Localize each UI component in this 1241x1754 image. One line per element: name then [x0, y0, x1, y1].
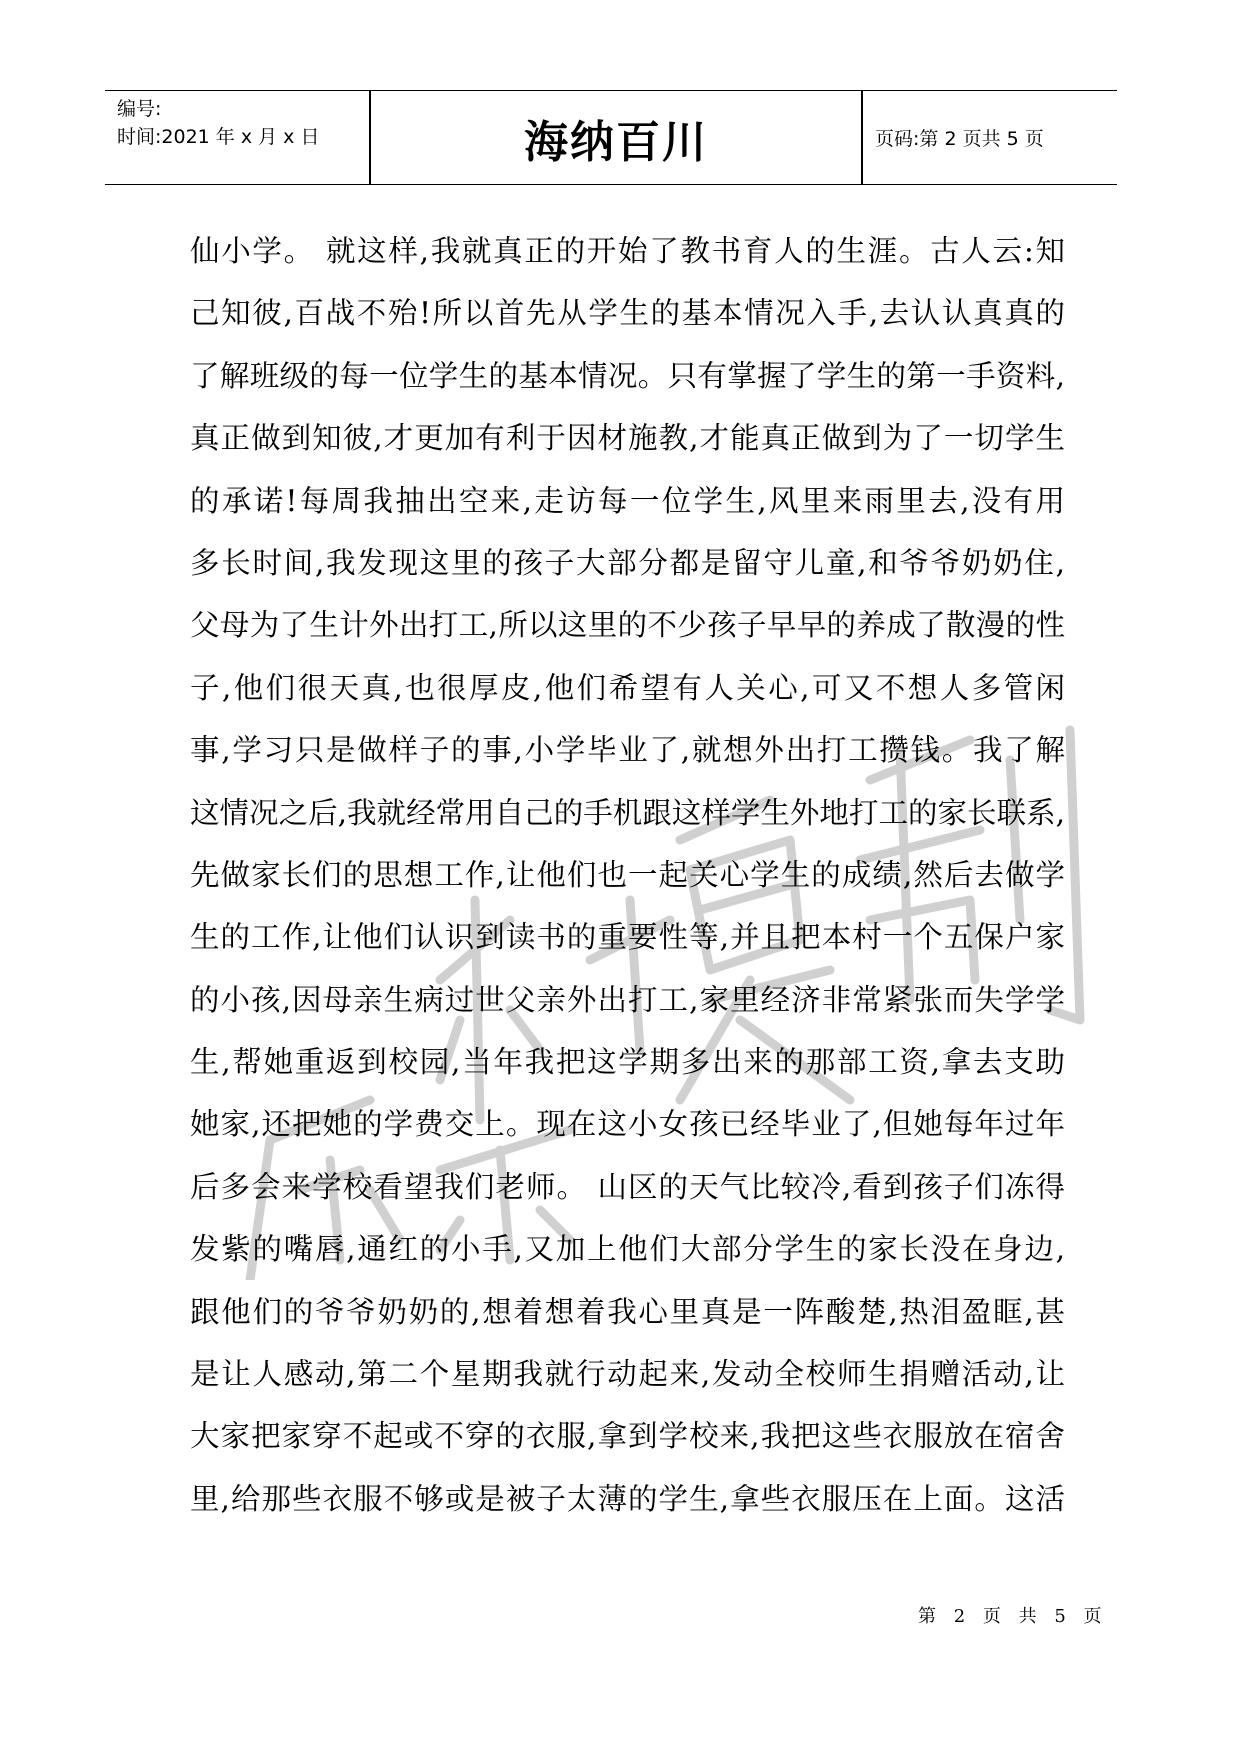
- body-line: 的小孩,因母亲生病过世父亲外出打工,家里经济非常紧张而失学学: [190, 982, 1065, 1017]
- body-line: 的承诺!每周我抽出空来,走访每一位学生,风里来雨里去,没有用: [190, 483, 1065, 518]
- body-line: 是让人感动,第二个星期我就行动起来,发动全校师生捐赠活动,让: [190, 1357, 1065, 1392]
- header-divider-right: [861, 91, 863, 184]
- page-header: [105, 90, 1117, 185]
- body-line: 生的工作,让他们认识到读书的重要性等,并且把本村一个五保户家: [190, 920, 1065, 955]
- body-line: 了解班级的每一位学生的基本情况。只有掌握了学生的第一手资料,: [190, 358, 1065, 393]
- body-line: 己知彼,百战不殆!所以首先从学生的基本情况入手,去认认真真的: [190, 296, 1065, 331]
- body-line: 里,给那些衣服不够或是被子太薄的学生,拿些衣服压在上面。这活: [190, 1481, 1065, 1516]
- body-line: 事,学习只是做样子的事,小学毕业了,就想外出打工攒钱。我了解: [190, 733, 1065, 768]
- body-line: 她家,还把她的学费交上。现在这小女孩已经毕业了,但她每年过年: [190, 1107, 1065, 1142]
- document-number-label: 编号:: [117, 98, 162, 120]
- body-text: [190, 220, 1065, 1530]
- body-line: 子,他们很天真,也很厚皮,他们希望有人关心,可又不想人多管闲: [190, 670, 1065, 705]
- header-meta: [117, 95, 319, 151]
- body-line: 大家把家穿不起或不穿的衣服,拿到学校来,我把这些衣服放在宿舍: [190, 1419, 1065, 1454]
- body-line: 仙小学。 就这样,我就真正的开始了教书育人的生涯。古人云:知: [190, 234, 1065, 268]
- header-page-code: 页码:第 2 页共 5 页: [875, 128, 1044, 150]
- header-title: 海纳百川: [524, 116, 708, 168]
- page-footer: 第 2 页 共 5 页: [918, 1606, 1108, 1627]
- body-line: 父母为了生计外出打工,所以这里的不少孩子早早的养成了散漫的性: [190, 608, 1065, 643]
- body-line: 后多会来学校看望我们老师。 山区的天气比较冷,看到孩子们冻得: [190, 1169, 1065, 1204]
- body-line: 生,帮她重返到校园,当年我把这学期多出来的那部工资,拿去支助: [190, 1045, 1065, 1080]
- body-line: 跟他们的爷爷奶奶的,想着想着我心里真是一阵酸楚,热泪盈眶,甚: [190, 1294, 1065, 1329]
- body-line: 真正做到知彼,才更加有利于因材施教,才能真正做到为了一切学生: [190, 421, 1065, 456]
- body-line: 这情况之后,我就经常用自己的手机跟这样学生外地打工的家长联系,: [190, 795, 1065, 830]
- body-line: 先做家长们的思想工作,让他们也一起关心学生的成绩,然后去做学: [190, 857, 1065, 892]
- body-line: 发紫的嘴唇,通红的小手,又加上他们大部分学生的家长没在身边,: [190, 1232, 1065, 1267]
- document-time-label: 时间:2021 年 x 月 x 日: [117, 126, 320, 148]
- body-line: 多长时间,我发现这里的孩子大部分都是留守儿童,和爷爷奶奶住,: [190, 545, 1065, 580]
